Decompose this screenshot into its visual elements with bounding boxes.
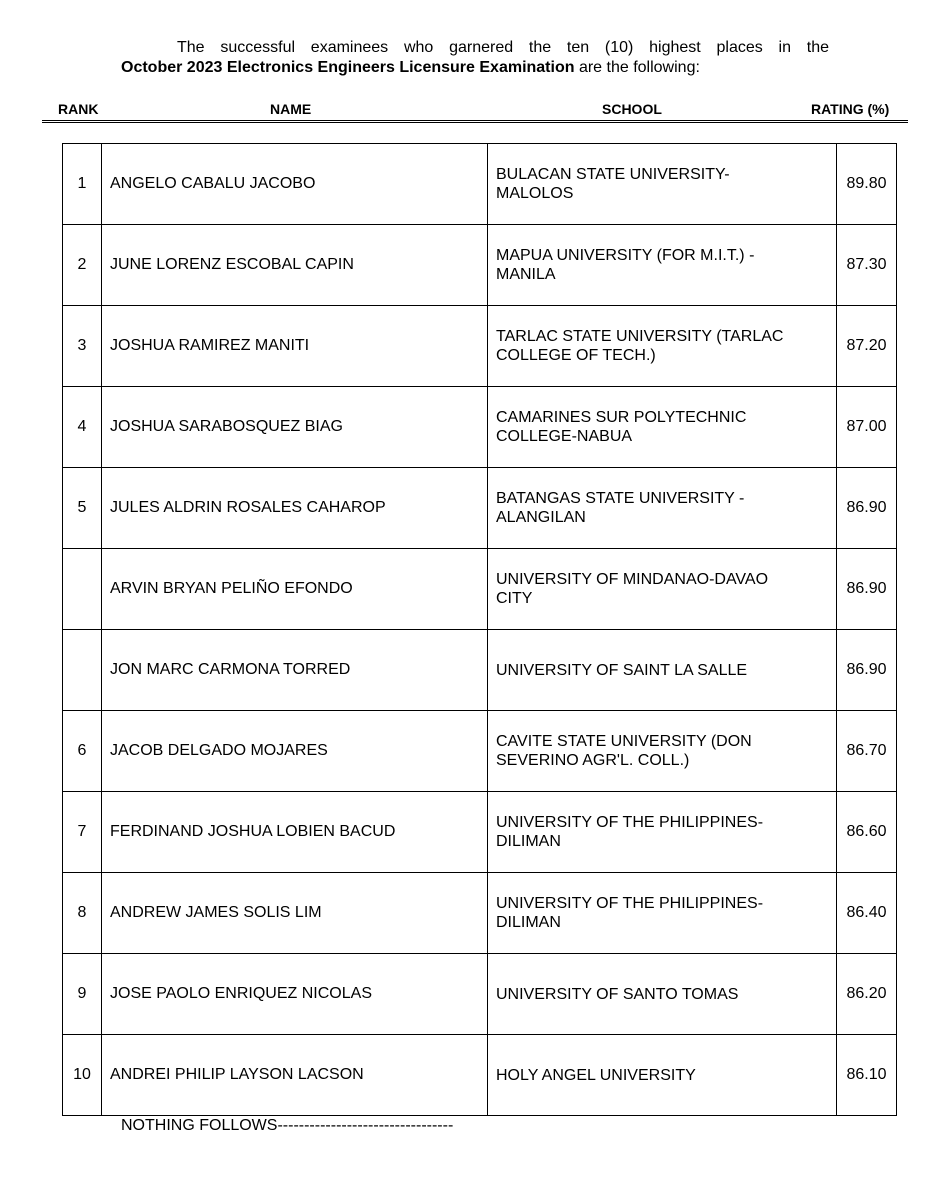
school-cell: MAPUA UNIVERSITY (FOR M.I.T.) - MANILA [488, 225, 837, 306]
table-row [63, 387, 897, 468]
header-name: NAME [270, 101, 312, 117]
school-cell: BATANGAS STATE UNIVERSITY - ALANGILAN [488, 468, 837, 549]
school-cell: UNIVERSITY OF THE PHILIPPINES- DILIMAN [488, 873, 837, 954]
school-cell: CAVITE STATE UNIVERSITY (DON SEVERINO AGR'L. COLL.) [488, 711, 837, 792]
rating-cell: 89.80 [837, 144, 897, 225]
school-cell: TARLAC STATE UNIVERSITY (TARLAC COLLEGE OF TECH.) [488, 306, 837, 387]
rating-cell: 86.10 [837, 1035, 897, 1116]
rank-cell: 8 [63, 873, 102, 954]
rating-cell: 86.40 [837, 873, 897, 954]
school-cell: HOLY ANGEL UNIVERSITY [488, 1035, 837, 1116]
rank-cell: 3 [63, 306, 102, 387]
name-cell: ANGELO CABALU JACOBO [102, 144, 488, 225]
exam-name: October 2023 Electronics Engineers Licensure Examination [121, 59, 575, 76]
table-row [63, 630, 897, 711]
school-cell: UNIVERSITY OF THE PHILIPPINES- DILIMAN [488, 792, 837, 873]
rating-cell: 87.20 [837, 306, 897, 387]
header-school: SCHOOL [602, 101, 662, 117]
name-cell: JACOB DELGADO MOJARES [102, 711, 488, 792]
rank-cell: 7 [63, 792, 102, 873]
rank-cell: 10 [63, 1035, 102, 1116]
rank-cell: 9 [63, 954, 102, 1035]
table-row [63, 792, 897, 873]
rank-cell [63, 630, 102, 711]
rank-cell: 4 [63, 387, 102, 468]
intro-line-2 [121, 58, 700, 78]
school-cell: UNIVERSITY OF SANTO TOMAS [488, 954, 837, 1035]
school-cell: UNIVERSITY OF SAINT LA SALLE [488, 630, 837, 711]
table-row [63, 468, 897, 549]
name-cell: JON MARC CARMONA TORRED [102, 630, 488, 711]
rank-cell: 1 [63, 144, 102, 225]
name-cell: ARVIN BRYAN PELIÑO EFONDO [102, 549, 488, 630]
table-row [63, 711, 897, 792]
table-row [63, 225, 897, 306]
table-row [63, 144, 897, 225]
intro-line-2-suffix: are the following: [574, 59, 700, 76]
rating-cell: 86.90 [837, 549, 897, 630]
name-cell: JOSHUA RAMIREZ MANITI [102, 306, 488, 387]
rating-cell: 86.70 [837, 711, 897, 792]
intro-line-1: The successful examinees who garnered the ten (10) highest places in the [177, 39, 829, 56]
rating-cell: 86.90 [837, 468, 897, 549]
table-row [63, 549, 897, 630]
table-row [63, 873, 897, 954]
rating-cell: 87.00 [837, 387, 897, 468]
rating-cell: 86.60 [837, 792, 897, 873]
rating-cell: 86.90 [837, 630, 897, 711]
name-cell: JUNE LORENZ ESCOBAL CAPIN [102, 225, 488, 306]
table-row [63, 306, 897, 387]
name-cell: JOSHUA SARABOSQUEZ BIAG [102, 387, 488, 468]
name-cell: JULES ALDRIN ROSALES CAHAROP [102, 468, 488, 549]
name-cell: JOSE PAOLO ENRIQUEZ NICOLAS [102, 954, 488, 1035]
table-row [63, 1035, 897, 1116]
school-cell: BULACAN STATE UNIVERSITY- MALOLOS [488, 144, 837, 225]
header-rank: RANK [58, 101, 99, 117]
school-cell: UNIVERSITY OF MINDANAO-DAVAO CITY [488, 549, 837, 630]
topnotchers-table [62, 143, 897, 1116]
rank-cell: 5 [63, 468, 102, 549]
rank-cell: 2 [63, 225, 102, 306]
header-rule [42, 120, 908, 123]
table-row [63, 954, 897, 1035]
header-rating: RATING (%) [811, 101, 890, 117]
name-cell: ANDREI PHILIP LAYSON LACSON [102, 1035, 488, 1116]
rating-cell: 86.20 [837, 954, 897, 1035]
school-cell: CAMARINES SUR POLYTECHNIC COLLEGE-NABUA [488, 387, 837, 468]
rating-cell: 87.30 [837, 225, 897, 306]
nothing-follows: NOTHING FOLLOWS--------------------------------- [121, 1117, 454, 1134]
name-cell: FERDINAND JOSHUA LOBIEN BACUD [102, 792, 488, 873]
name-cell: ANDREW JAMES SOLIS LIM [102, 873, 488, 954]
rank-cell: 6 [63, 711, 102, 792]
rank-cell [63, 549, 102, 630]
